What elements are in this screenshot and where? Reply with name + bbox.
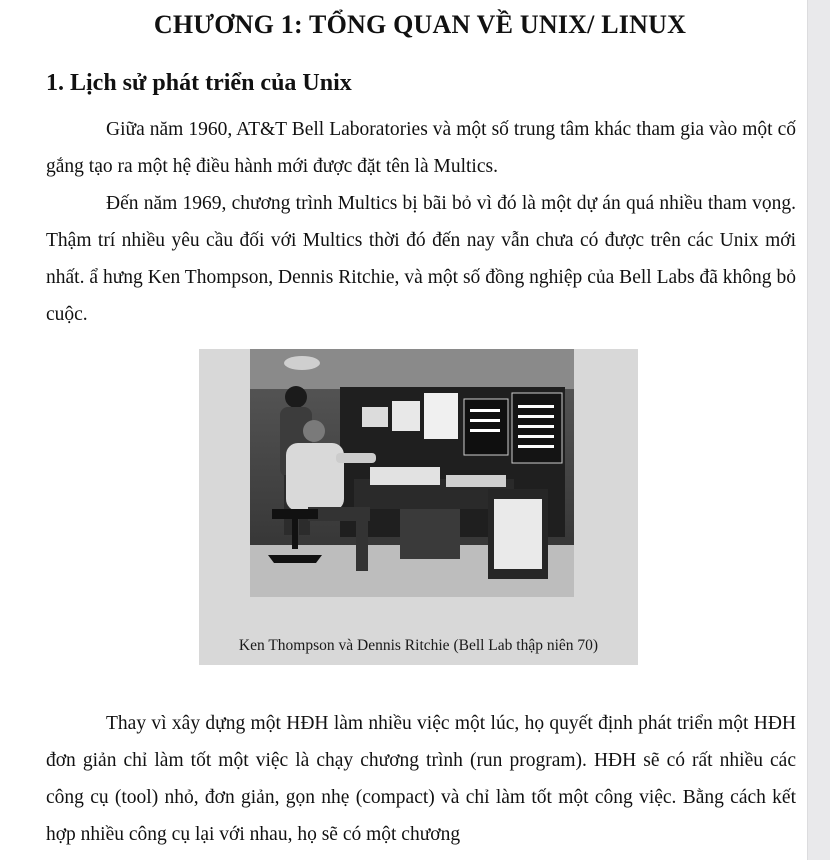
figure [199, 349, 638, 665]
chapter-title: CHƯƠNG 1: TỔNG QUAN VỀ UNIX/ LINUX [153, 10, 687, 39]
historical-photo [250, 349, 574, 597]
vertical-scrollbar[interactable] [807, 0, 830, 860]
figure-caption: Ken Thompson và Dennis Ritchie (Bell Lab thập niên 70) [238, 637, 599, 654]
paragraph-2: Đến năm 1969, chương trình Multics bị bãi bỏ vì đó là một dự án quá nhiều tham vọng. Thậm trí nhiều yêu cầu đối với Multics thời đó đến nay vẫn chưa có được trên các Unix mới nhất. ẩ hưng Ken Thompson, Dennis Ritchie, và một số đồng nghiệp của Bell Labs đã không bỏ cuộc. [46, 193, 796, 325]
paragraph-3: Thay vì xây dựng một HĐH làm nhiều việc một lúc, họ quyết định phát triển một HĐH đơn giản chỉ làm tốt một việc là chạy chương trình (run program). HĐH sẽ có rất nhiều các công cụ (tool) nhỏ, đơn giản, gọn nhẹ (compact) và chỉ làm tốt một công việc. Bằng cách kết hợp nhiều công cụ lại với nhau, họ sẽ có một chương [46, 713, 796, 845]
section-heading: 1. Lịch sử phát triển của Unix [46, 70, 352, 96]
paragraph-1: Giữa năm 1960, AT&T Bell Laboratories và một số trung tâm khác tham gia vào một cố gắng tạo ra một hệ điều hành mới được đặt tên là Multics. [46, 119, 796, 177]
